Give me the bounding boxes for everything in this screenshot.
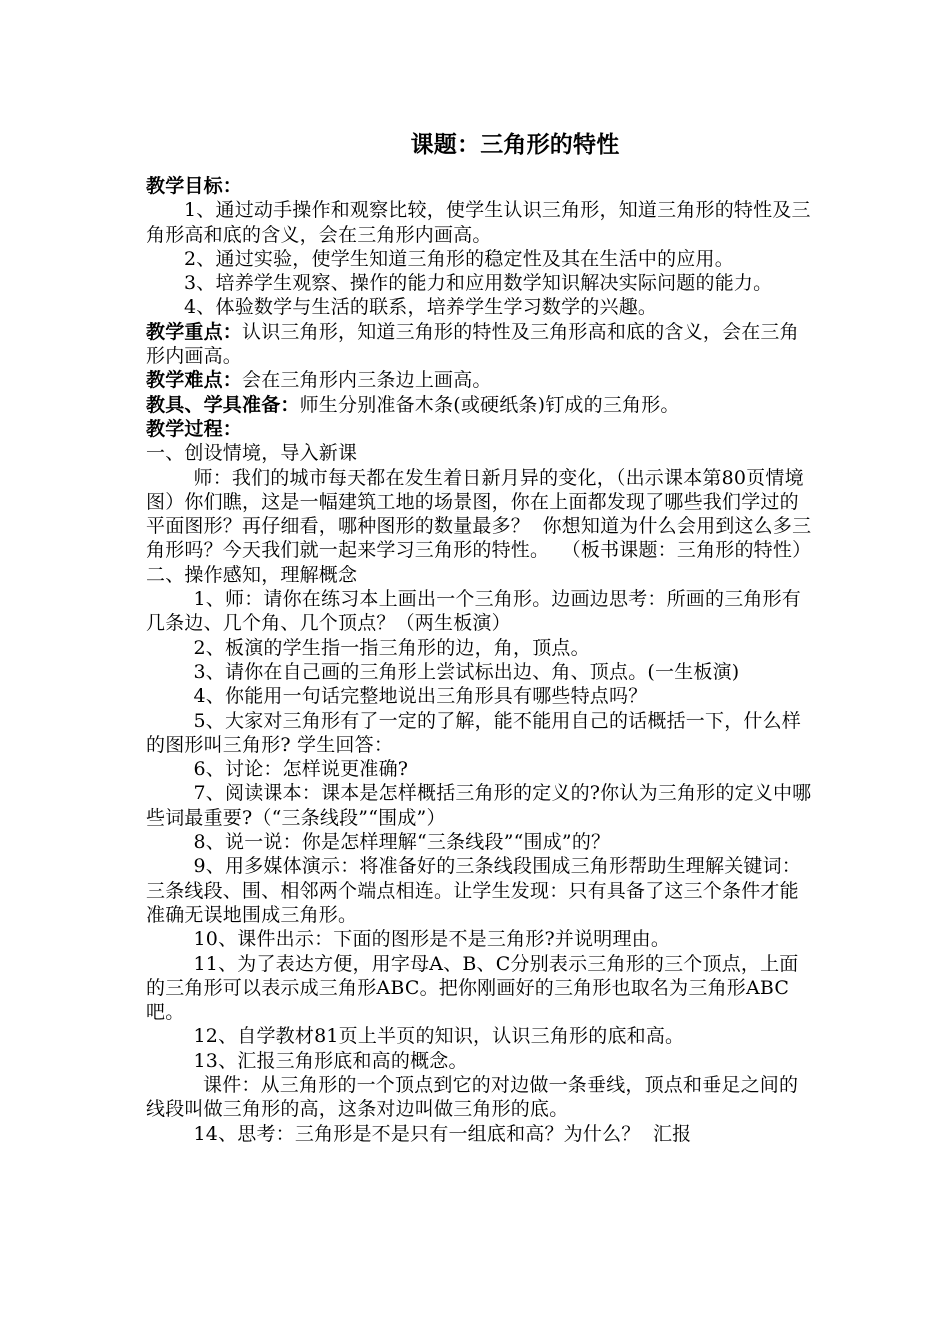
section-2-item-7: 7、阅读课本：课本是怎样概括三角形的定义的?你认为三角形的定义中哪些词最重要?（“三条线段”“围成”） [146,782,812,829]
section-1-title: 一、创设情境，导入新课 [146,442,358,465]
section-2-item-2: 2、板演的学生指一指三角形的边，角，顶点。 [193,636,590,659]
tools-label: 教具、学具准备： [146,393,300,416]
section-2-item-11: 11、为了表达方便，用字母A、B、C分别表示三角形的三个顶点，上面的三角形可以表示成三角形ABC。把你刚画好的三角形也取名为三角形ABC吧。 [146,952,799,1024]
objective-item-3: 3、培养学生观察、操作的能力和应用数学知识解决实际问题的能力。 [184,272,773,295]
section-2-item-9: 9、用多媒体演示：将准备好的三条线段围成三角形帮助生理解关键词：三条线段、围、相邻两个端点相连。让学生发现：只有具备了这三个条件才能准确无误地围成三角形。 [146,855,801,926]
section-2-item-13: 13、汇报三角形底和高的概念。 [193,1049,468,1072]
tools-text: 师生分别准备木条(或硬纸条)钉成的三角形。 [299,393,680,416]
courseware-note: 课件：从三角形的一个顶点到它的对边做一条垂线，顶点和垂足之间的线段叫做三角形的高，这条对边叫做三角形的底。 [146,1073,799,1121]
page-title: 课题：三角形的特性 [410,131,620,158]
section-2-item-3: 3、请你在自己画的三角形上尝试标出边、角、顶点。(一生板演) [193,660,740,683]
section-2-title: 二、操作感知，理解概念 [146,563,358,586]
section-2-item-4: 4、你能用一句话完整地说出三角形具有哪些特点吗？ [193,685,648,708]
section-2-item-12: 12、自学教材81页上半页的知识，认识三角形的底和高。 [193,1025,685,1048]
difficulty-label: 教学难点： [146,369,243,392]
difficulty [146,368,814,392]
difficulty-text: 会在三角形内三条边上画高。 [242,369,492,392]
section-2-item-14: 14、思考：三角形是不是只有一组底和高？为什么？ 汇报 [193,1122,692,1145]
section-2-item-5: 5、大家对三角形有了一定的了解，能不能用自己的话概括一下，什么样的图形叫三角形? 学生回答： [146,709,801,756]
key-point-label: 教学重点： [146,320,243,343]
section-2-item-10: 10、课件出示：下面的图形是不是三角形?并说明理由。 [193,928,671,951]
tools [146,393,814,417]
section-1-paragraph: 师：我们的城市每天都在发生着日新月异的变化，（出示课本第80页情境图）你们瞧，这是一幅建筑工地的场景图，你在上面都发现了哪些我们学过的平面图形？再仔细看，哪种图形的数量最多？ 你想知道为什么会用到这么多三角形吗？今天我们就一起来学习三角形的特性。 （板书课题：三角形的特性） [146,466,812,562]
key-point [146,320,814,369]
document-page [146,130,814,1146]
section-2-item-8: 8、说一说：你是怎样理解“三条线段”“围成”的？ [193,831,611,854]
section-2-item-6: 6、讨论：怎样说更准确? [193,758,409,781]
key-point-text: 认识三角形，知道三角形的特性及三角形高和底的含义，会在三角形内画高。 [146,320,799,368]
objective-item-4: 4、体验数学与生活的联系，培养学生学习数学的兴趣。 [184,296,658,319]
objectives-heading: 教学目标： [146,175,243,197]
objective-item-2: 2、通过实验，使学生知道三角形的稳定性及其在生活中的应用。 [184,247,734,270]
objective-item-1: 1、通过动手操作和观察比较，使学生认识三角形，知道三角形的特性及三角形高和底的含义，会在三角形内画高。 [146,199,811,246]
section-2-item-1: 1、师：请你在练习本上画出一个三角形。边画边思考：所画的三角形有几条边、几个角、几个顶点？（两生板演） [146,588,801,635]
process-heading: 教学过程： [146,417,243,440]
